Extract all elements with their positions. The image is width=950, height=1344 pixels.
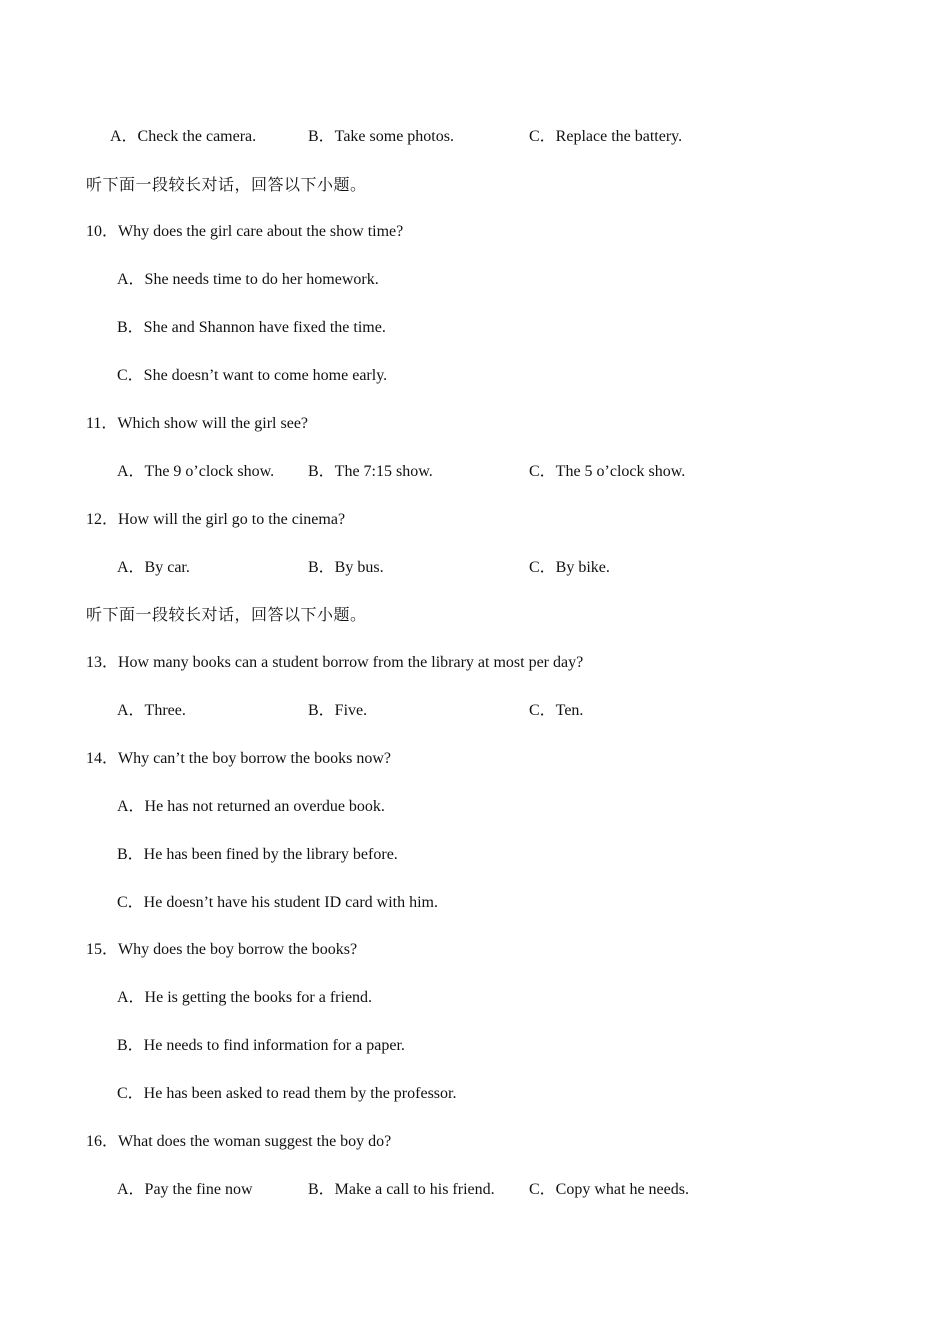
question-15: 15．Why does the boy borrow the books? [86, 941, 358, 958]
q9-option-b: B．Take some photos. [308, 128, 454, 145]
q11-option-a: A．The 9 o’clock show. [117, 463, 275, 480]
q9-option-c: C．Replace the battery. [529, 128, 683, 145]
q13-option-c: C．Ten. [529, 702, 584, 719]
q15-option-b: B．He needs to find information for a paper. [117, 1037, 405, 1054]
q11-option-b: B．The 7:15 show. [308, 463, 433, 480]
q16-option-a: A．Pay the fine now [117, 1181, 253, 1198]
q14-option-b: B．He has been fined by the library before. [117, 846, 398, 863]
q13-option-b: B．Five. [308, 702, 368, 719]
question-13: 13．How many books can a student borrow from the library at most per day? [86, 654, 584, 671]
question-12: 12．How will the girl go to the cinema? [86, 511, 346, 528]
section-instruction: 听下面一段较长对话，回答以下小题。 [86, 177, 367, 194]
q12-option-c: C．By bike. [529, 559, 610, 576]
q15-option-a: A．He is getting the books for a friend. [117, 989, 373, 1006]
question-10: 10．Why does the girl care about the show time? [86, 223, 404, 240]
q14-option-a: A．He has not returned an overdue book. [117, 798, 385, 815]
q10-option-c: C．She doesn’t want to come home early. [117, 367, 388, 384]
q16-option-b: B．Make a call to his friend. [308, 1181, 495, 1198]
question-11: 11．Which show will the girl see? [86, 415, 309, 432]
q11-option-c: C．The 5 o’clock show. [529, 463, 686, 480]
question-14: 14．Why can’t the boy borrow the books now? [86, 750, 391, 767]
section-instruction: 听下面一段较长对话，回答以下小题。 [86, 607, 367, 624]
q10-option-a: A．She needs time to do her homework. [117, 271, 379, 288]
q16-option-c: C．Copy what he needs. [529, 1181, 689, 1198]
q13-option-a: A．Three. [117, 702, 186, 719]
question-16: 16．What does the woman suggest the boy do? [86, 1133, 392, 1150]
q12-option-a: A．By car. [117, 559, 190, 576]
q14-option-c: C．He doesn’t have his student ID card with him. [117, 894, 438, 911]
q9-option-a: A．Check the camera. [110, 128, 257, 145]
q12-option-b: B．By bus. [308, 559, 384, 576]
q10-option-b: B．She and Shannon have fixed the time. [117, 319, 386, 336]
q15-option-c: C．He has been asked to read them by the professor. [117, 1085, 457, 1102]
